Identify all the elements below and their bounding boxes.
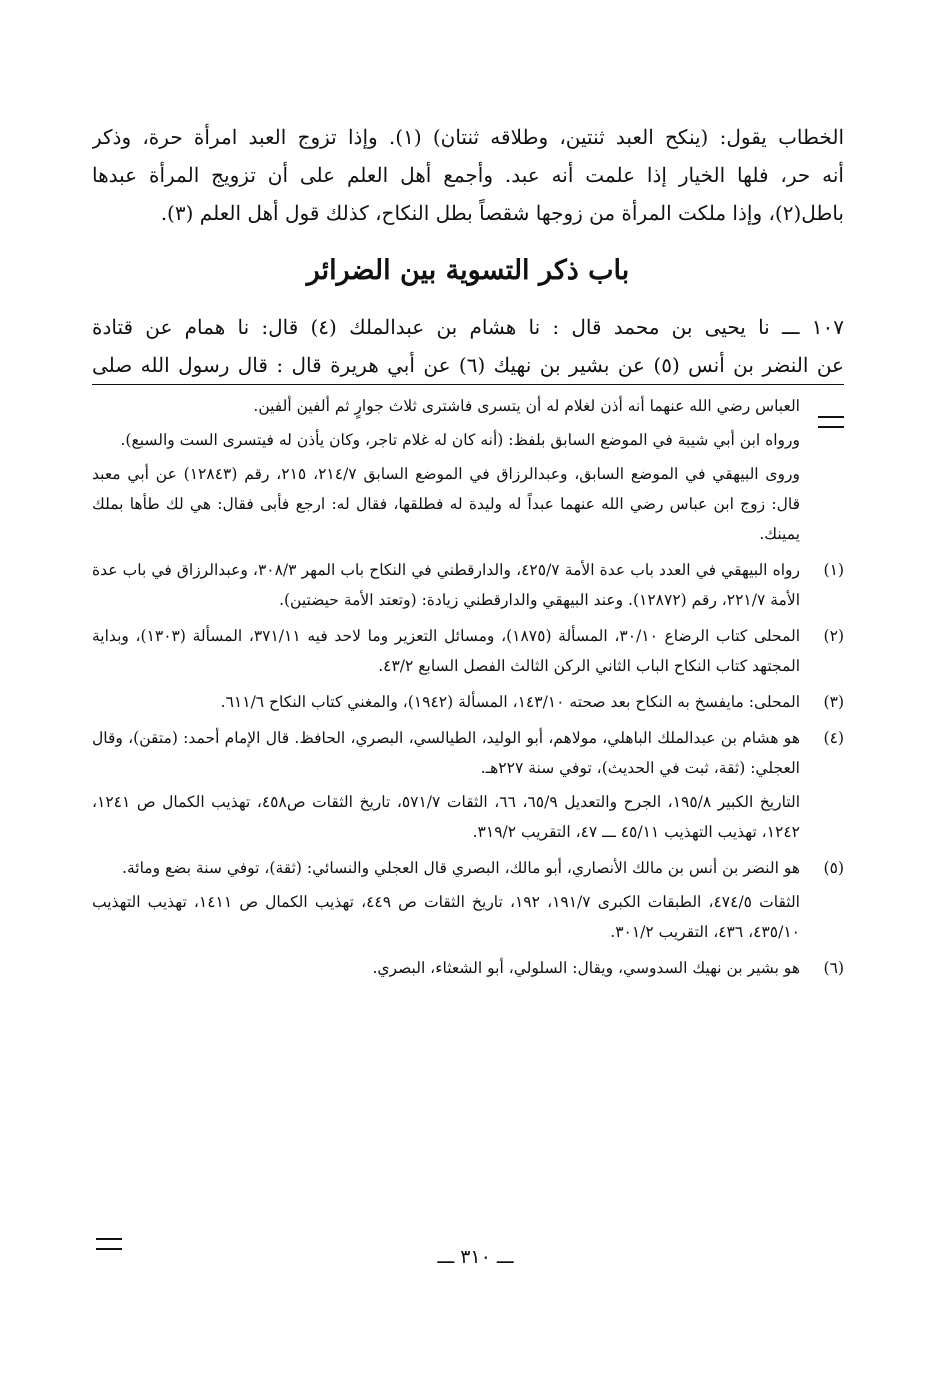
footnotes [92,391,844,983]
footnote-paragraph: العباس رضي الله عنهما أنه أذن لغلام له أن يتسرى فاشترى ثلاث جوارٍ ثم ألفين ألفين. [253,397,800,415]
footnote-paragraph: الثقات ٤٧٤/٥، الطبقات الكبرى ١٩١/٧، ١٩٢، تاريخ الثقات ص ٤٤٩، تهذيب الكمال ص ١٤١١، تهذيب التهذيب ٤٣٥/١٠، ٤٣٦، التقريب ٣٠١/٢. [92,893,800,941]
footnote-3 [92,687,844,717]
main-text-line: باطل(٢)، وإذا ملكت المرأة من زوجها شقصاً بطل النكاح، كذلك قول أهل العلم (٣). [160,201,844,225]
footnote-paragraph: التاريخ الكبير ١٩٥/٨، الجرح والتعديل ٦٥/٩، ٦٦، الثقات ٥٧١/٧، تاريخ الثقات ص٤٥٨، تهذيب الكمال ص ١٢٤١، ١٢٤٢، تهذيب التهذيب ٤٥/١١ ـــ ٤٧، التقريب ٣١٩/٢. [92,793,801,841]
hadith-text-line: ١٠٧ ـــ نا يحيى بن محمد قال : نا هشام بن عبدالملك (٤) قال: نا همام عن قتادة [92,315,844,339]
hadith-text-line: عن النضر بن أنس (٥) عن بشير بن نهيك (٦) عن أبي هريرة قال : قال رسول الله صلى [92,353,844,377]
footnote-paragraph: المحلى كتاب الرضاع ٣٠/١٠، المسألة (١٨٧٥)، ومسائل التعزير وما لاحد فيه ٣٧١/١١، المسألة (١٣٠٣)، وبداية المجتهد كتاب النكاح الباب الثاني الركن الثالث الفصل السابع ٤٣/٢. [92,627,800,675]
footnote-number: (٤) [823,729,844,747]
footnote-paragraph: هو النضر بن أنس بن مالك الأنصاري، أبو مالك، البصري قال العجلي والنسائي: (ثقة)، توفي سنة بضع ومائة. [122,859,800,877]
main-text-line: الخطاب يقول: (ينكح العبد ثنتين، وطلاقه ثنتان) (١). وإذا تزوج العبد امرأة حرة، وذكر [92,125,844,149]
footnote-number: (١) [823,561,844,579]
footnote-paragraph: وروى البيهقي في الموضع السابق، وعبدالرزاق في الموضع السابق ٢١٤/٧، ٢١٥، رقم (١٢٨٤٣) عن أبي معبد قال: زوج ابن عباس رضي الله عنهما عبداً له وليدة له فطلقها، فقال له: ارجع فأبى فقال: هي لك طأها بملك يمينك. [92,465,801,543]
main-text-line: أنه حر، فلها الخيار إذا علمت أنه عبد. وأجمع أهل العلم على أن تزويج المرأة عبدها [92,163,844,187]
footnote-2 [92,621,844,681]
footnote-number: (٦) [823,959,844,977]
footnote-continuation [92,391,844,549]
page-body [92,118,844,989]
footnote-6 [92,953,844,983]
footnote-paragraph: ورواه ابن أبي شيبة في الموضع السابق بلفظ: (أنه كان له غلام تاجر، وكان يأذن له فيتسرى الست والسبع). [120,431,800,449]
footnote-number: (٣) [823,693,844,711]
footnote-paragraph: هو بشير بن نهيك السدوسي، ويقال: السلولي، أبو الشعثاء، البصري. [372,959,800,977]
section-heading: باب ذكر التسوية بين الضرائر [306,255,630,286]
footnote-number: (٥) [823,859,844,877]
footnote-paragraph: هو هشام بن عبدالملك الباهلي، مولاهم، أبو الوليد، الطيالسي، البصري، الحافظ. قال الإمام أحمد: (متقن)، وقال العجلي: (ثقة، ثبت في الحديث)، توفي سنة ٢٢٧هـ. [92,729,800,777]
footnote-paragraph: المحلى: مايفسخ به النكاح بعد صحته ١٤٣/١٠، المسألة (١٩٤٢)، والمغني كتاب النكاح ٦١١/٦. [220,693,800,711]
footnote-paragraph: رواه البيهقي في العدد باب عدة الأمة ٤٢٥/٧، والدارقطني في النكاح باب المهر ٣٠٨/٣، وعبدالرزاق في باب عدة الأمة ٢٢١/٧، رقم (١٢٨٧٢). وعند البيهقي والدارقطني زيادة: (وتعتد الأمة حيضتين). [92,561,801,609]
hadith-text [92,308,844,384]
page-number: ـــ ٣١٠ ـــ [437,1246,514,1268]
main-text [92,118,844,232]
footnote-1 [92,555,844,615]
footnote-continuation-mark [818,416,844,428]
footnote-4 [92,723,844,847]
footnote-separator [92,384,844,385]
footnote-number: (٢) [823,627,844,645]
footnote-5 [92,853,844,947]
